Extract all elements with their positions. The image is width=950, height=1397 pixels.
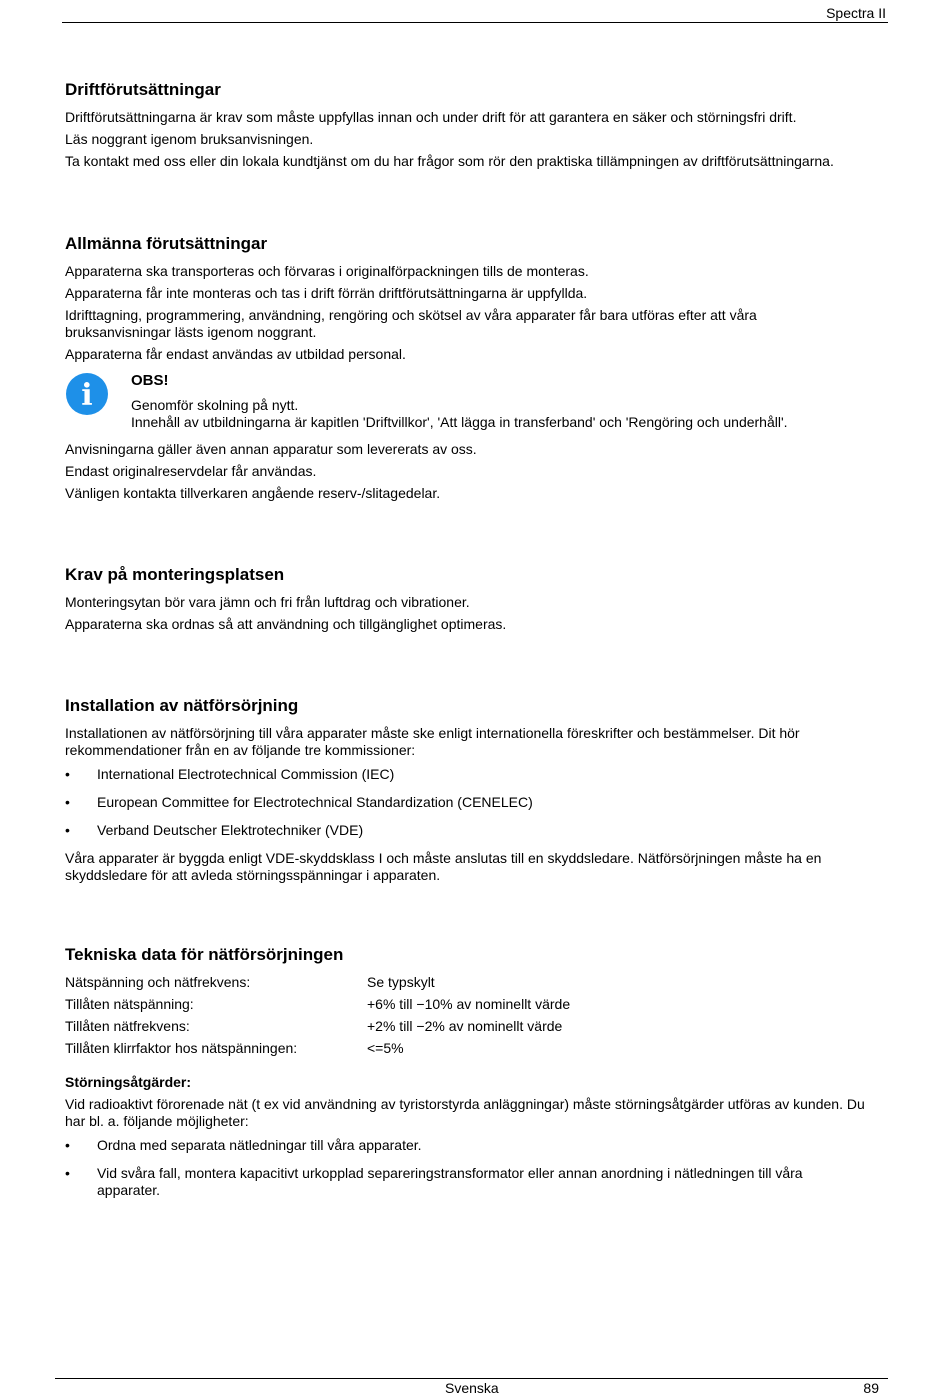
header-rule: [62, 22, 888, 23]
paragraph: Installationen av nätförsörjning till våra apparater måste ske enligt internationella föreskrifter och bestämmelser. Dit hör rekommendationer från en av följande tre kommissioner:: [65, 725, 800, 758]
list-item-text: Verband Deutscher Elektrotechniker (VDE): [97, 822, 364, 838]
list-item: [65, 822, 887, 839]
page-number: 89: [863, 1380, 879, 1396]
section-heading: Tekniska data för nätförsörjningen: [65, 945, 344, 964]
list-item: [65, 1165, 837, 1199]
subheading: Störningsåtgärder:: [65, 1074, 192, 1090]
bullet-icon: •: [65, 822, 70, 838]
section-heading: Driftförutsättningar: [65, 80, 221, 99]
table-row: [65, 1040, 570, 1062]
paragraph: Vid radioaktivt förorenade nät (t ex vid användning av tyristorstyrda anläggningar) måste störningsåtgärder utföras av kunden. Du har bl. a. följande möjligheter:: [65, 1096, 865, 1129]
paragraph: Idrifttagning, programmering, användning, rengöring och skötsel av våra apparater får bara utföras efter att våra bruksanvisningar lästs igenom noggrant.: [65, 307, 757, 340]
list-item-text: International Electrotechnical Commission (IEC): [97, 766, 395, 782]
spec-label: Tillåten nätfrekvens:: [65, 1018, 190, 1034]
list-item: [65, 766, 887, 783]
running-header-title: Spectra II: [826, 5, 886, 21]
section-heading: Installation av nätförsörjning: [65, 696, 299, 715]
footer-rule: [55, 1378, 888, 1379]
list-item-text: Vid svåra fall, montera kapacitivt urkopplad separeringstransformator eller annan anordning i nätledningen till våra apparater.: [97, 1165, 803, 1198]
table-row: [65, 1018, 570, 1040]
list-item-text: European Committee for Electrotechnical Standardization (CENELEC): [97, 794, 533, 810]
bullet-icon: •: [65, 1137, 70, 1153]
spec-value: Se typskylt: [367, 974, 435, 990]
paragraph: Driftförutsättningarna är krav som måste uppfyllas innan och under drift för att garantera en säker och störningsfri drift.: [65, 109, 797, 125]
bullet-icon: •: [65, 766, 70, 782]
section-tekniska-data: [65, 945, 887, 1199]
list-item-text: Ordna med separata nätledningar till våra apparater.: [97, 1137, 422, 1153]
bullet-icon: •: [65, 794, 70, 810]
page-content: [65, 80, 887, 1210]
paragraph: Våra apparater är byggda enligt VDE-skyddsklass I och måste anslutas till en skyddsledare. Nätförsörjningen måste ha en skyddsledare för att avleda störningsspänningar i apparaten.: [65, 850, 822, 883]
spec-label: Nätspänning och nätfrekvens:: [65, 974, 251, 990]
spec-value: +2% till −2% av nominellt värde: [367, 1018, 563, 1034]
section-heading: Allmänna förutsättningar: [65, 234, 268, 253]
spec-value: +6% till −10% av nominellt värde: [367, 996, 571, 1012]
paragraph: Läs noggrant igenom bruksanvisningen.: [65, 131, 314, 147]
section-krav-monteringsplatsen: [65, 565, 887, 633]
table-row: [65, 974, 570, 996]
paragraph: Monteringsytan bör vara jämn och fri från luftdrag och vibrationer.: [65, 594, 470, 610]
info-icon: [65, 372, 109, 416]
paragraph: Apparaterna ska ordnas så att användning och tillgänglighet optimeras.: [65, 616, 507, 632]
paragraph: Vänligen kontakta tillverkaren angående reserv-/slitagedelar.: [65, 485, 441, 501]
spec-label: Tillåten nätspänning:: [65, 996, 194, 1012]
list-item: [65, 794, 887, 811]
paragraph: Apparaterna ska transporteras och förvaras i originalförpackningen tills de monteras.: [65, 263, 589, 279]
note-line: Genomför skolning på nytt.: [131, 397, 299, 413]
note-line: Innehåll av utbildningarna är kapitlen 'Driftvillkor', 'Att lägga in transferband' och 'Rengöring och underhåll'.: [131, 414, 788, 430]
section-driftforutsattningar: [65, 80, 887, 170]
commission-list: [65, 766, 887, 839]
list-item: [65, 1137, 887, 1154]
spec-label: Tillåten klirrfaktor hos nätspänningen:: [65, 1040, 298, 1056]
section-heading: Krav på monteringsplatsen: [65, 565, 285, 584]
spec-value: <=5%: [367, 1040, 404, 1056]
paragraph: Apparaterna får inte monteras och tas i drift förrän driftförutsättningarna är uppfyllda.: [65, 285, 588, 301]
table-row: [65, 996, 570, 1018]
paragraph: Ta kontakt med oss eller din lokala kundtjänst om du har frågor som rör den praktiska tillämpningen av driftförutsättningarna.: [65, 153, 834, 169]
section-allmanna-forutsattningar: [65, 234, 887, 502]
paragraph: Anvisningarna gäller även annan apparatur som levererats av oss.: [65, 441, 477, 457]
bullet-icon: •: [65, 1165, 70, 1181]
specs-table: [65, 974, 570, 1062]
info-note: [65, 372, 887, 431]
svg-text:i: i: [81, 378, 93, 413]
paragraph: Apparaterna får endast användas av utbildad personal.: [65, 346, 406, 362]
measures-list: [65, 1137, 887, 1199]
note-title: OBS!: [131, 372, 169, 389]
paragraph: Endast originalreservdelar får användas.: [65, 463, 317, 479]
footer-language: Svenska: [445, 1380, 499, 1396]
section-installation-natforsorjning: [65, 696, 887, 884]
